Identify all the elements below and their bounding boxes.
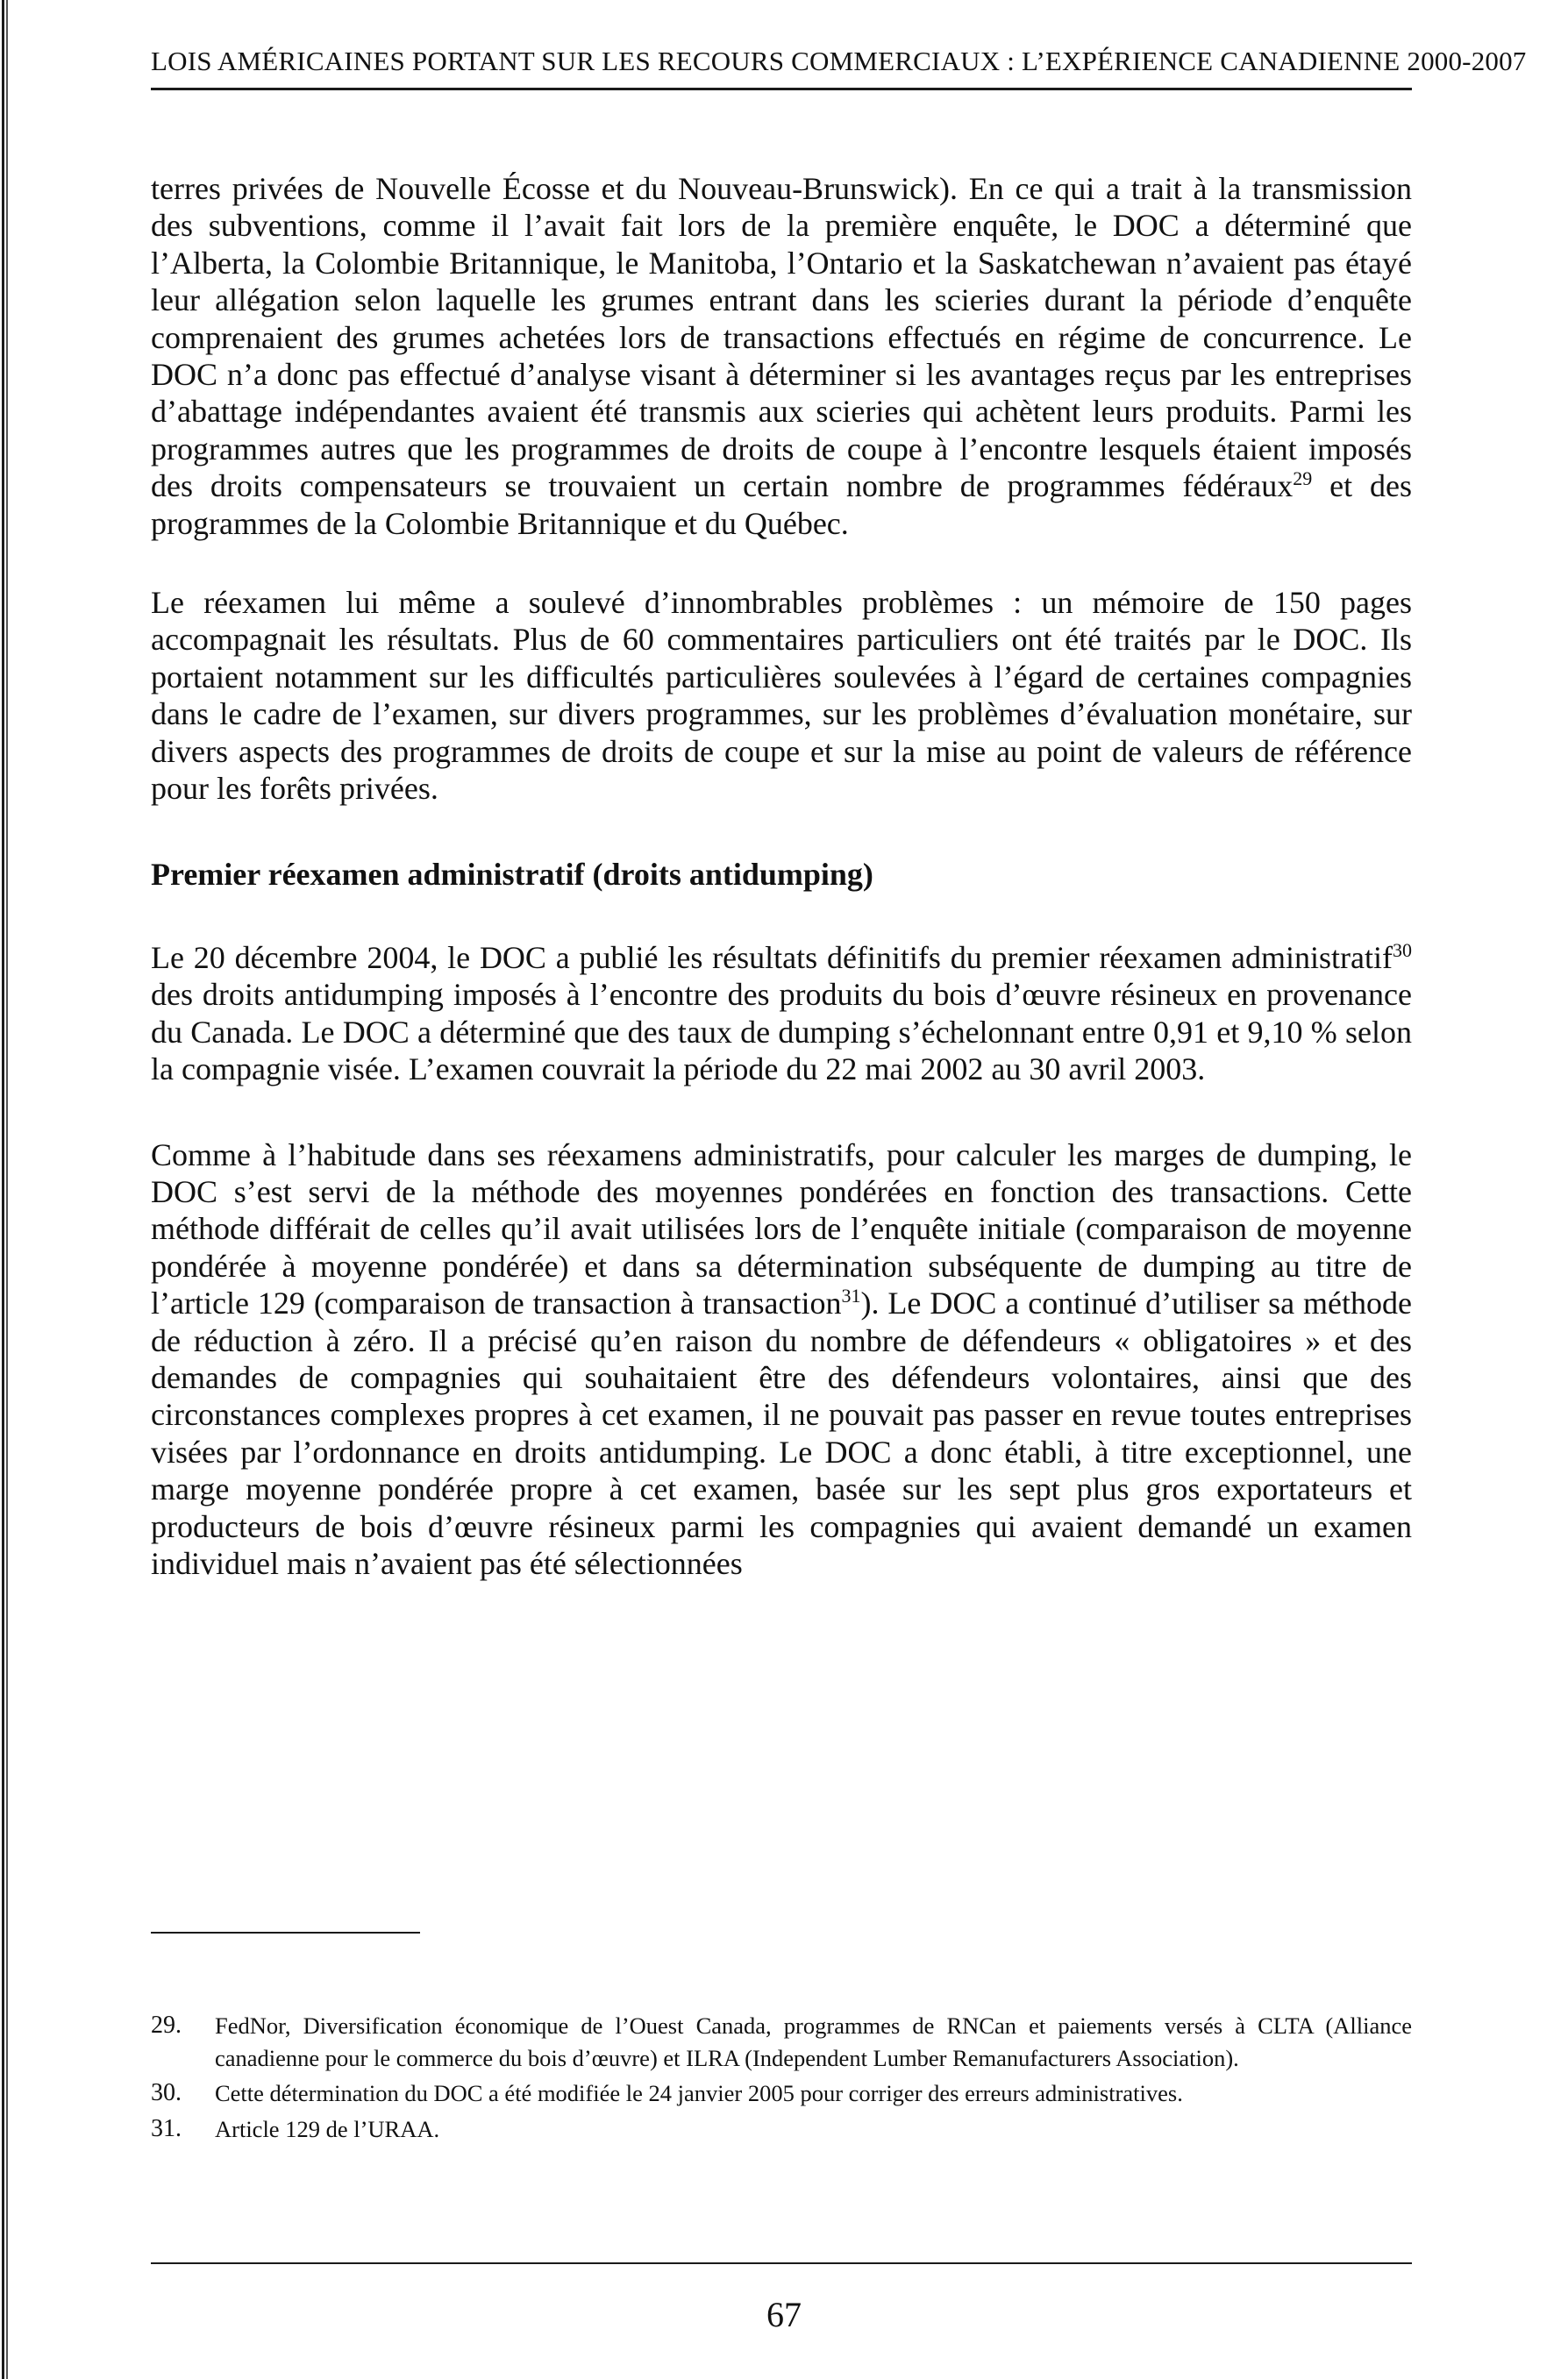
paragraph-text: Comme à l’habitude dans ses réexamens administratifs, pour calculer les marges de dumping, le DOC s’est servi de la méthode des moyennes pondérées en fonction des transactions. Cette méthode différait de celles qu’il avait utilisées lors de l’enquête initiale (comparaison de moyenne pondérée à moyenne pondérée) et dans sa détermination subséquente de dumping au titre de l’article 129 (comparaison de transaction à transaction [151, 1136, 1412, 1321]
footnote-ref: 31 [841, 1285, 861, 1307]
footnote-number: 29. [151, 2012, 182, 2039]
page-footer-rule [151, 2262, 1412, 2264]
paragraph-text: terres privées de Nouvelle Écosse et du Nouveau-Brunswick). En ce qui a trait à la transmission des subventions, comme il l’avait fait lors de la première enquête, le DOC a déterminé que l’Alberta, la Colombie Britannique, le Manitoba, l’Ontario et la Saskatchewan n’avaient pas étayé leur allégation selon laquelle les grumes entrant dans les scieries durant la période d’enquête comprenaient des grumes achetées lors de transactions effectués en régime de concurrence. Le DOC n’a donc pas effectué d’analyse visant à déterminer si les avantages reçus par les entreprises d’abattage indépendantes avaient été transmis aux scieries qui achètent leurs produits. Parmi les programmes autres que les programmes de droits de coupe à l’encontre lesquels étaient imposés des droits compensateurs se trouvaient un certain nombre de programmes fédéraux [151, 171, 1412, 504]
paragraph-text: Le 20 décembre 2004, le DOC a publié les résultats définitifs du premier réexamen administratif [151, 939, 1393, 975]
running-header: LOIS AMÉRICAINES PORTANT SUR LES RECOURS COMMERCIAUX : L’EXPÉRIENCE CANADIENNE 2000-2007 [151, 46, 1527, 76]
page-body [151, 170, 1412, 1582]
binding-line [2, 0, 4, 2379]
paragraph-text: des droits antidumping imposés à l’encontre des produits du bois d’œuvre résineux en provenance du Canada. Le DOC a déterminé que des taux de dumping s’échelonnant entre 0,91 et 9,10 % selon la compagnie visée. L’examen couvrait la période du 22 mai 2002 au 30 avril 2003. [151, 977, 1412, 1087]
footnote-separator [151, 1932, 420, 1934]
binding-line [6, 0, 8, 2379]
header-rule [151, 88, 1412, 90]
paragraph [151, 170, 1412, 542]
paragraph-text: et des programmes de la Colombie Britannique et du Québec. [151, 468, 1413, 541]
footnote-number: 30. [151, 2079, 182, 2106]
page-number: 67 [766, 2295, 802, 2334]
footnote-text: FedNor, Diversification économique de l’Ouest Canada, programmes de RNCan et paiements versés à CLTA (Alliance canadienne pour le commerce du bois d’œuvre) et ILRA (Independent Lumber Remanufacturers Association). [215, 2012, 1412, 2071]
paragraph [151, 1136, 1412, 1583]
paragraph [151, 939, 1412, 1088]
footnote-number: 31. [151, 2114, 182, 2142]
footnote-text: Article 129 de l’URAA. [215, 2115, 440, 2142]
footnote-ref: 30 [1393, 938, 1412, 961]
paragraph-text: ). Le DOC a continué d’utiliser sa méthode de réduction à zéro. Il a précisé qu’en raison du nombre de défendeurs « obligatoires » et des demandes de compagnies qui souhaitaient être des défendeurs volontaires, ainsi que des circonstances complexes propres à cet examen, il ne pouvait pas passer en revue toutes entreprises visées par l’ordonnance en droits antidumping. Le DOC a donc établi, à titre exceptionnel, une marge moyenne pondérée propre à cet examen, basée sur les sept plus gros exportateurs et producteurs de bois d’œuvre résineux parmi les compagnies qui avaient demandé un examen individuel mais n’avaient pas été sélectionnées [151, 1286, 1413, 1581]
footnotes [151, 2010, 1412, 2148]
footnote [151, 2010, 1412, 2074]
footnote [151, 2077, 1412, 2110]
footnote-ref: 29 [1293, 467, 1313, 490]
paragraph: Le réexamen lui même a soulevé d’innombrables problèmes : un mémoire de 150 pages accompagnait les résultats. Plus de 60 commentaires particuliers ont été traités par le DOC. Ils portaient notamment sur les difficultés particulières soulevées à l’égard de certaines compagnies dans le cadre de l’examen, sur divers programmes, sur les problèmes d’évaluation monétaire, sur divers aspects des programmes de droits de coupe et sur la mise au point de valeurs de référence pour les forêts privées. [151, 585, 1412, 807]
footnote-text: Cette détermination du DOC a été modifiée le 24 janvier 2005 pour corriger des erreurs administratives. [215, 2080, 1183, 2106]
footnote [151, 2113, 1412, 2146]
binding-edge [0, 0, 9, 2379]
section-heading: Premier réexamen administratif (droits antidumping) [151, 856, 873, 892]
